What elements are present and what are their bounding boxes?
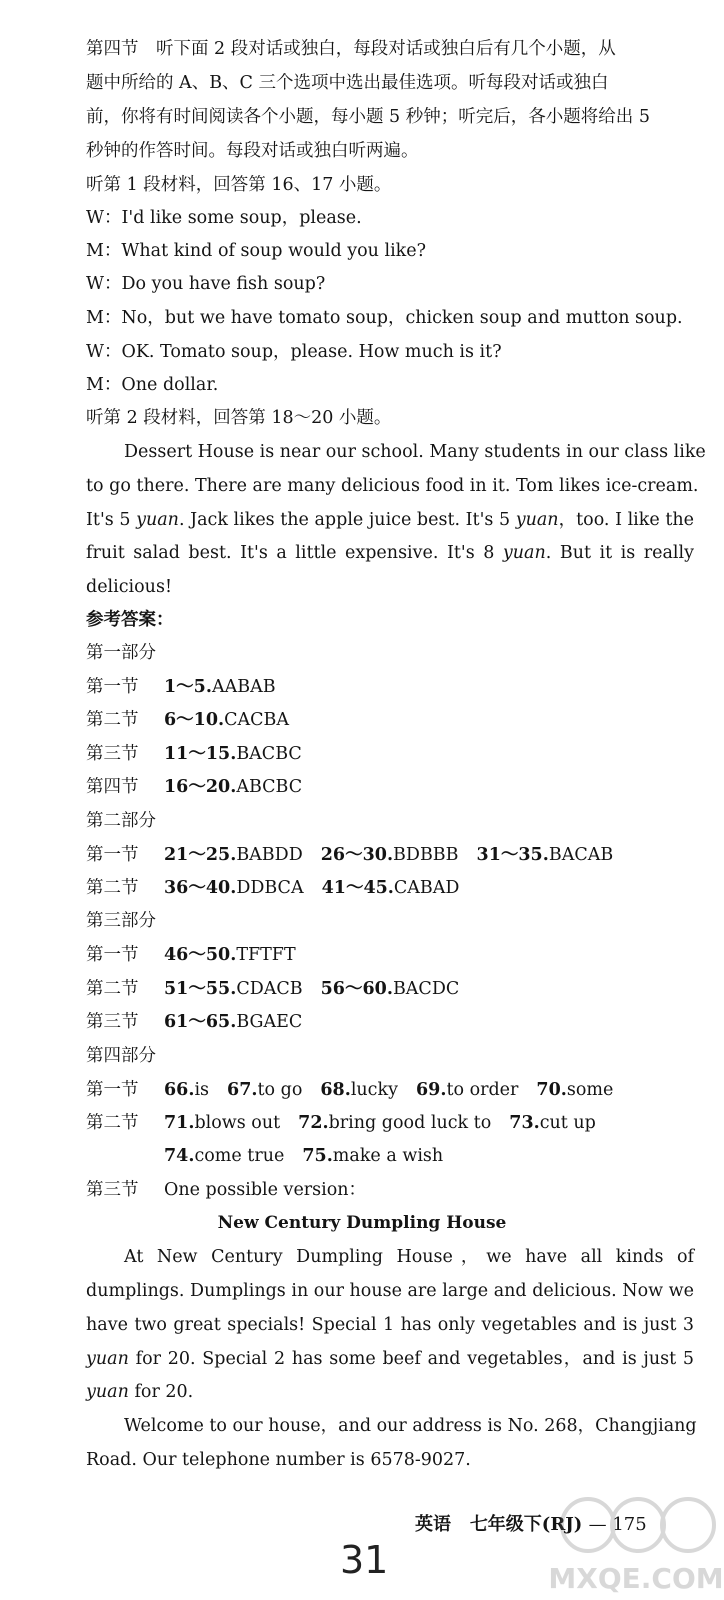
footer-page-number: — 175: [588, 1514, 647, 1535]
essay-line: Road. Our telephone number is 6578-9027.: [86, 1450, 471, 1470]
material-1-heading: 听第 1 段材料，回答第 16、17 小题。: [86, 175, 392, 195]
passage-line-1: Dessert House is near our school. Many students in our class like: [124, 442, 706, 462]
instruction-line-3: 前，你将有时间阅读各个小题，每小题 5 秒钟；听完后，各小题将给出 5: [86, 107, 650, 127]
essay-line: yuan for 20. Special 2 has some beef and vegetables，and is just 5: [86, 1349, 694, 1369]
essay-line: At New Century Dumpling House，we have all kinds of: [124, 1247, 694, 1267]
passage-line-3: It's 5 yuan. Jack likes the apple juice best. It's 5 yuan，too. I like the: [86, 510, 694, 530]
part-3-title: 第三部分: [86, 911, 156, 931]
part-2-title: 第二部分: [86, 811, 156, 831]
footer-grade: 七年级下(RJ): [469, 1514, 583, 1535]
answer-row: 第一节 1～5.AABAB: [86, 677, 276, 697]
dialogue-line: M：One dollar.: [86, 375, 219, 395]
answer-row: 第一节 21～25.BABDD 26～30.BDBBB 31～35.BACAB: [86, 845, 614, 865]
answer-row: 第二节 36～40.DDBCA 41～45.CABAD: [86, 878, 460, 898]
answer-row: 74.come true 75.make a wish: [164, 1146, 444, 1166]
answer-row: 第一节 66.is 67.to go 68.lucky 69.to order 70.some: [86, 1080, 614, 1100]
handwritten-page-number: 31: [340, 1538, 389, 1582]
part-4-title: 第四部分: [86, 1046, 156, 1066]
answer-row: 第三节 61～65.BGAEC: [86, 1012, 303, 1032]
instruction-line-4: 秒钟的作答时间。每段对话或独白听两遍。: [86, 141, 419, 161]
passage-line-5: delicious!: [86, 577, 172, 597]
part-1-title: 第一部分: [86, 643, 156, 663]
answers-heading: 参考答案：: [86, 610, 174, 630]
answer-row: 第三节 11～15.BACBC: [86, 744, 302, 764]
footer-subject: 英语: [415, 1514, 451, 1535]
answer-row: 第三节 One possible version：: [86, 1180, 367, 1200]
dialogue-line: M：No，but we have tomato soup，chicken soup and mutton soup.: [86, 308, 683, 328]
dialogue-line: M：What kind of soup would you like?: [86, 241, 427, 261]
passage-line-4: fruit salad best. It's a little expensive. It's 8 yuan. But it is really: [86, 543, 695, 563]
answer-row: 第二节 71.blows out 72.bring good luck to 73.cut up: [86, 1113, 596, 1133]
dialogue-line: W：I'd like some soup，please.: [86, 208, 362, 228]
instruction-line-2: 题中所给的 A、B、C 三个选项中选出最佳选项。听每段对话或独白: [86, 73, 609, 93]
essay-title: New Century Dumpling House: [217, 1213, 507, 1233]
answer-row: 第二节 6～10.CACBA: [86, 710, 290, 730]
dialogue-line: W：OK. Tomato soup，please. How much is it?: [86, 342, 502, 362]
svg-text:MXQE.COM: MXQE.COM: [548, 1562, 724, 1595]
answer-row: 第二节 51～55.CDACB 56～60.BACDC: [86, 979, 460, 999]
passage-line-2: to go there. There are many delicious food in it. Tom likes ice-cream.: [86, 476, 699, 496]
essay-line: have two great specials! Special 1 has only vegetables and is just 3: [86, 1315, 694, 1335]
material-2-heading: 听第 2 段材料，回答第 18～20 小题。: [86, 408, 392, 428]
essay-line: yuan for 20.: [86, 1382, 194, 1402]
dialogue-line: W：Do you have fish soup?: [86, 274, 326, 294]
essay-line: Welcome to our house，and our address is No. 268，Changjiang: [124, 1416, 697, 1436]
essay-line: dumplings. Dumplings in our house are large and delicious. Now we: [86, 1281, 694, 1301]
watermark-logo-icon: [548, 1490, 724, 1600]
instruction-line-1: 第四节 听下面 2 段对话或独白，每段对话或独白后有几个小题，从: [86, 39, 616, 59]
answer-row: 第一节 46～50.TFTFT: [86, 945, 296, 965]
answer-row: 第四节 16～20.ABCBC: [86, 777, 303, 797]
